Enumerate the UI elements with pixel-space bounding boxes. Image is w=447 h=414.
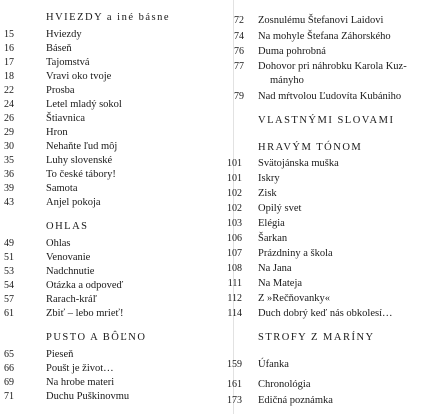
toc-entry[interactable] xyxy=(0,157,447,170)
entry-title: Pieseň xyxy=(46,349,74,360)
entry-title: Anjel pokoja xyxy=(46,197,101,208)
page-number: 72 xyxy=(234,15,244,26)
page-number: 112 xyxy=(227,293,242,304)
toc-entry[interactable] xyxy=(0,140,447,153)
page-number: 106 xyxy=(227,233,242,244)
page-number: 53 xyxy=(4,266,14,277)
toc-entry[interactable] xyxy=(0,217,447,230)
entry-title: Dohovor pri náhrobku Karola Kuz- xyxy=(258,61,407,72)
page-number: 71 xyxy=(4,391,14,402)
section-heading-hviezdy: HVIEZDY a iné básne xyxy=(46,12,171,23)
entry-title: Zbiť – lebo mrieť! xyxy=(46,308,124,319)
entry-title: Na Mateja xyxy=(258,278,303,289)
toc-entry[interactable] xyxy=(0,358,447,371)
toc-entry[interactable] xyxy=(0,202,447,215)
toc-entry[interactable] xyxy=(0,45,447,58)
page-number: 66 xyxy=(4,363,14,374)
toc-entry[interactable] xyxy=(0,247,447,260)
page-number: 36 xyxy=(4,169,14,180)
entry-title: Rarach-kráľ xyxy=(46,294,97,305)
page-number: 57 xyxy=(4,294,14,305)
entry-title: Otázka a odpoveď xyxy=(46,280,124,291)
entry-title-continuation: mányho xyxy=(270,75,304,86)
page-number: 114 xyxy=(227,308,242,319)
entry-title: Svätojánska muška xyxy=(258,158,339,169)
entry-title: Ohlas xyxy=(46,238,71,249)
page-number: 22 xyxy=(4,85,14,96)
entry-title: To české tábory! xyxy=(46,169,116,180)
page-number: 103 xyxy=(227,218,242,229)
page-number: 173 xyxy=(227,395,242,406)
entry-title: Iskry xyxy=(258,173,280,184)
page-number: 107 xyxy=(227,248,242,259)
toc-entry-continuation xyxy=(0,74,447,87)
entry-title: Štiavnica xyxy=(46,113,86,124)
toc-entry[interactable] xyxy=(0,307,447,320)
entry-title: Opilý svet xyxy=(258,203,302,214)
page-number: 101 xyxy=(227,158,242,169)
page-number: 61 xyxy=(4,308,14,319)
page-number: 39 xyxy=(4,183,14,194)
entry-title: Edičná poznámka xyxy=(258,395,333,406)
section-heading-strofy-z-mariny: STROFY Z MARÍNY xyxy=(258,332,375,343)
page-number: 74 xyxy=(234,31,244,42)
page-number: 69 xyxy=(4,377,14,388)
entry-title: Hviezdy xyxy=(46,29,82,40)
toc-entry[interactable] xyxy=(0,262,447,275)
page-number: 30 xyxy=(4,141,14,152)
entry-title: Z »Rečňovanky« xyxy=(258,293,331,304)
entry-title: Vravi oko tvoje xyxy=(46,71,112,82)
page-number: 26 xyxy=(4,113,14,124)
page-number: 161 xyxy=(227,379,242,390)
toc-entry[interactable] xyxy=(0,126,447,139)
toc-entry[interactable] xyxy=(0,394,447,407)
entry-title: Chronológia xyxy=(258,379,311,390)
toc-entry[interactable] xyxy=(0,14,447,27)
section-heading-pusto-a-bolno: PUSTO A BÔĽNO xyxy=(46,332,147,343)
toc-entry[interactable] xyxy=(0,187,447,200)
page-number: 51 xyxy=(4,252,14,263)
toc-entry[interactable] xyxy=(0,60,447,73)
entry-title: Nehaňte ľud môj xyxy=(46,141,118,152)
page-number: 159 xyxy=(227,359,242,370)
entry-title: Prosba xyxy=(46,85,75,96)
entry-title: Prázdniny a škola xyxy=(258,248,333,259)
entry-title: Na Jana xyxy=(258,263,292,274)
page-number: 102 xyxy=(227,188,242,199)
page-number: 35 xyxy=(4,155,14,166)
entry-title: Na hrobe materi xyxy=(46,377,115,388)
page-number: 15 xyxy=(4,29,14,40)
entry-title: Nad mŕtvolou Ľudovíta Kubániho xyxy=(258,91,402,102)
entry-title: Zosnulému Štefanovi Laidovi xyxy=(258,15,384,26)
toc-entry[interactable] xyxy=(0,292,447,305)
entry-title: Tajomstvá xyxy=(46,57,90,68)
page-number: 24 xyxy=(4,99,14,110)
page-number: 101 xyxy=(227,173,242,184)
entry-title: Šarkan xyxy=(258,233,288,244)
toc-entry[interactable] xyxy=(0,277,447,290)
entry-title: Elégia xyxy=(258,218,285,229)
entry-title: Úfanka xyxy=(258,359,289,370)
entry-title: Nadchnutie xyxy=(46,266,95,277)
page-number: 108 xyxy=(227,263,242,274)
page-number: 17 xyxy=(4,57,14,68)
page-number: 18 xyxy=(4,71,14,82)
entry-title: Venovanie xyxy=(46,252,91,263)
page-number: 16 xyxy=(4,43,14,54)
entry-title: Duch dobrý keď nás obkolesí… xyxy=(258,308,393,319)
entry-title: Poušt je život… xyxy=(46,363,114,374)
toc-entry[interactable] xyxy=(0,90,447,103)
page-number: 49 xyxy=(4,238,14,249)
page-number: 76 xyxy=(234,46,244,57)
entry-title: Duma pohrobná xyxy=(258,46,326,57)
entry-title: Letel mladý sokol xyxy=(46,99,122,110)
toc-entry[interactable] xyxy=(0,378,447,391)
entry-title: Luhy slovenské xyxy=(46,155,113,166)
page-number: 111 xyxy=(227,278,242,289)
toc-entry[interactable] xyxy=(0,172,447,185)
entry-title: Hron xyxy=(46,127,68,138)
entry-title: Zisk xyxy=(258,188,277,199)
entry-title: Samota xyxy=(46,183,78,194)
toc-entry[interactable] xyxy=(0,30,447,43)
entry-title: Duchu Puškinovmu xyxy=(46,391,130,402)
entry-title: Na mohyle Štefana Záhorského xyxy=(258,31,391,42)
toc-entry[interactable] xyxy=(0,232,447,245)
section-heading-vlastnymi-slovami: VLASTNÝMI SLOVAMI xyxy=(258,115,395,126)
page-number: 102 xyxy=(227,203,242,214)
section-heading-ohlas: OHLAS xyxy=(46,221,89,232)
page-number: 65 xyxy=(4,349,14,360)
section-heading-hravym-tonom: HRAVÝM TÓNOM xyxy=(258,142,363,153)
entry-title: Báseň xyxy=(46,43,72,54)
page-number: 54 xyxy=(4,280,14,291)
page-number: 77 xyxy=(234,61,244,72)
page-number: 43 xyxy=(4,197,14,208)
page-number: 29 xyxy=(4,127,14,138)
page-number: 79 xyxy=(234,91,244,102)
